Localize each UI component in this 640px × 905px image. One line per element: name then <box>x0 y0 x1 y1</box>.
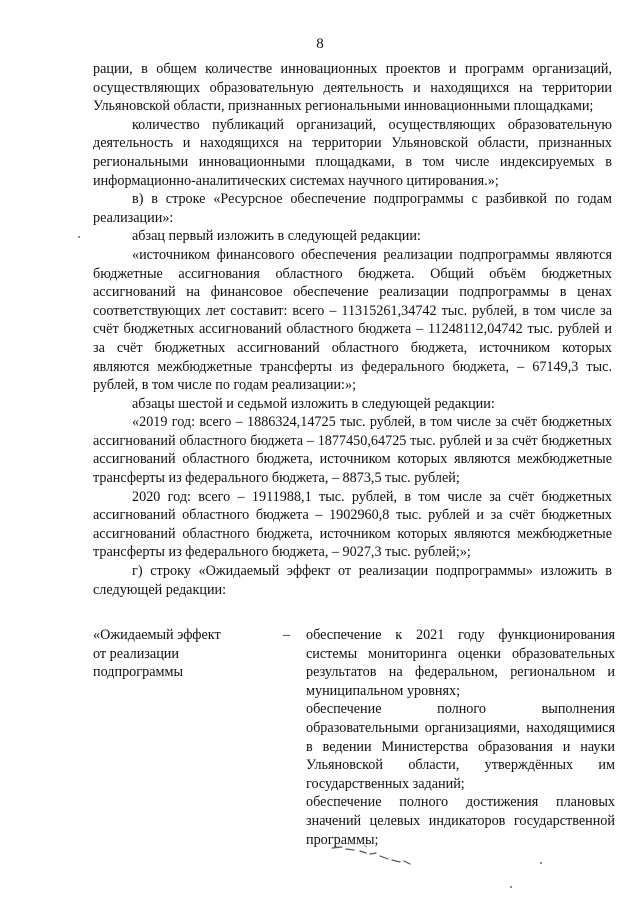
scan-speck <box>540 862 542 864</box>
row-dash: – <box>283 627 291 643</box>
page-number: 8 <box>316 36 324 52</box>
paragraph-publications: количество публикаций организаций, осуществляющих образовательную деятельность и находящихся на территории Ульяновской области, признанных региональными инновационными площадками, в том числе индексируемых в информационно-аналитических системах научного цитирования.»; <box>93 116 612 189</box>
scan-artifact-icon <box>330 838 440 868</box>
paragraph-funding-source: «источником финансового обеспечения реализации подпрограммы являются бюджетные ассигнования областного бюджета. Общий объём бюджетных ассигнований на финансовое обеспечение реализации подпрограммы в ценах соответствующих лет составит: всего – 11315261,34742 тыс. рублей, в том числе за счёт бюджетных ассигнований областного бюджета – 11248112,04742 тыс. рублей и за счёт бюджетных ассигнований областного бюджета, источником которых являются межбюджетные трансферты из федерального бюджета, – 67149,3 тыс. рублей, в том числе по годам реализации:»; <box>93 246 612 394</box>
effect-item-indicators: обеспечение полного достижения плановых значений целевых индикаторов государственной программы; <box>306 794 615 848</box>
scan-speck <box>78 236 80 238</box>
paragraph-item-v: в) в строке «Ресурсное обеспечение подпрограммы с разбивкой по годам реализации»: <box>93 191 612 226</box>
label-line-2: от реализации <box>93 645 179 662</box>
label-line-3: подпрограммы <box>93 664 183 681</box>
paragraph-item-g: г) строку «Ожидаемый эффект от реализации подпрограммы» изложить в следующей редакции: <box>93 563 612 598</box>
paragraph-year-2020: 2020 год: всего – 1911988,1 тыс. рублей, в том числе за счёт бюджетных ассигнований областного бюджета – 1902960,8 тыс. рублей и за счёт бюджетных ассигнований областного бюджета, источником которых являются межбюджетные трансферты из федерального бюджета, – 9027,3 тыс. рублей;»; <box>93 488 612 561</box>
scan-speck <box>510 886 512 888</box>
effect-item-monitoring: обеспечение к 2021 году функционирования системы мониторинга оценки образовательных результатов на федеральном, региональном и муниципальном уровнях; <box>306 627 615 699</box>
paragraph-continuation: рации, в общем количестве инновационных проектов и программ организаций, осуществляющих образовательную деятельность и находящихся на территории Ульяновской области, признанных региональными инновационными площадками; <box>93 61 612 115</box>
body-text <box>93 60 612 599</box>
expected-effect-content <box>306 626 615 849</box>
paragraph-first-paragraph-edit: абзац первый изложить в следующей редакции: <box>132 228 421 245</box>
paragraph-year-2019: «2019 год: всего – 1886324,14725 тыс. рублей, в том числе за счёт бюджетных ассигнований областного бюджета – 1877450,64725 тыс. рублей и за счёт бюджетных ассигнований областного бюджета, источником которых являются межбюджетные трансферты из федерального бюджета, – 8873,5 тыс. рублей; <box>93 414 612 487</box>
effect-item-state-tasks: обеспечение полного выполнения образовательными организациями, находящимися в ведении Министерства образования и науки Ульяновской области, утверждённых им государственных заданий; <box>306 701 615 792</box>
paragraph-sixth-seventh-edit: абзацы шестой и седьмой изложить в следующей редакции: <box>132 395 495 412</box>
label-line-1: «Ожидаемый эффект <box>93 627 221 643</box>
expected-effect-label <box>93 626 263 682</box>
